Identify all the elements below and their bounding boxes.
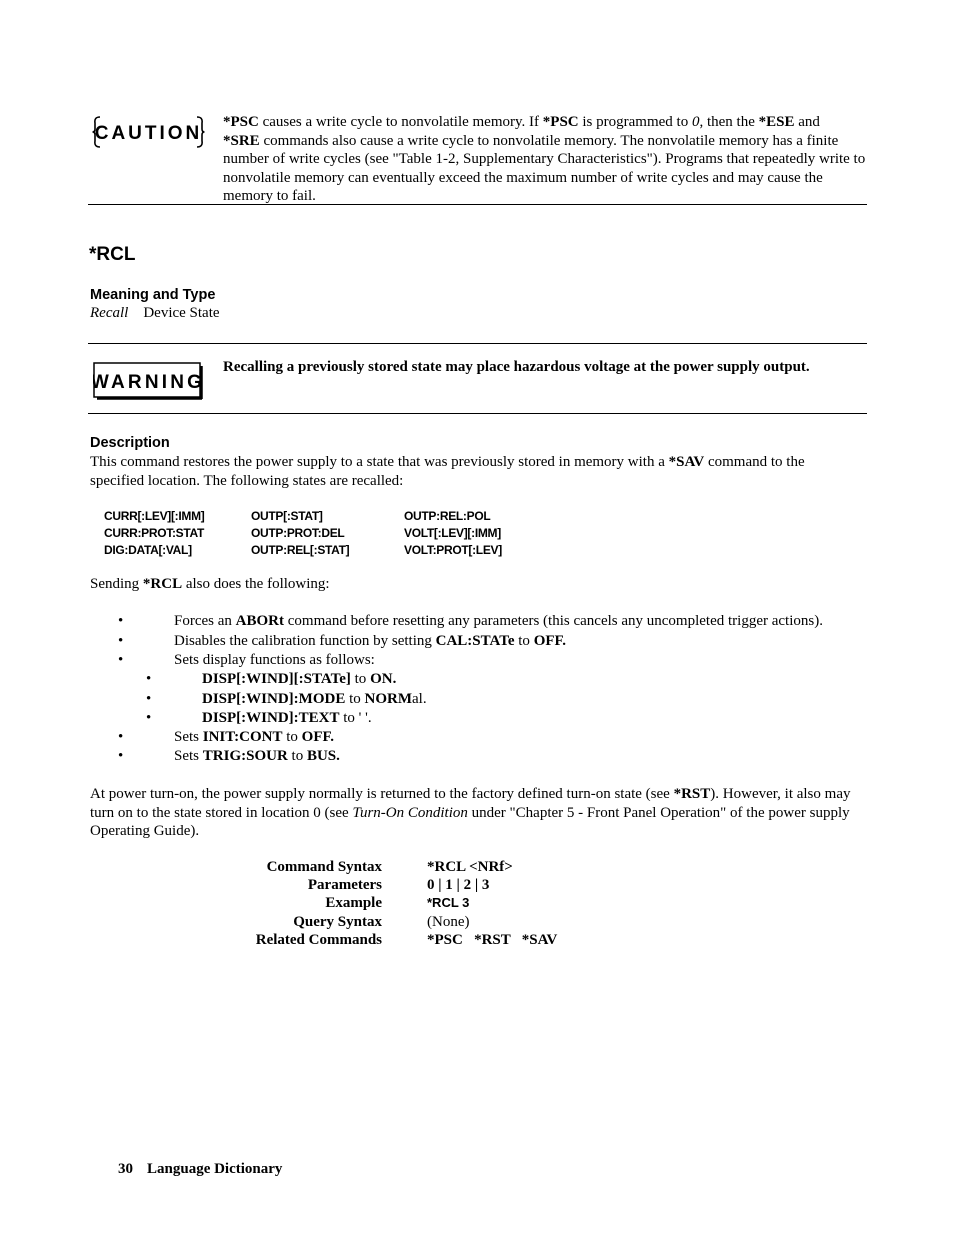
warning-text: Recalling a previously stored state may place hazardous voltage at the power supply output. — [223, 359, 810, 375]
table-cell: DIG:DATA[:VAL] — [104, 543, 192, 557]
list-item-text: DISP[:WIND]:TEXT to ' '. — [202, 710, 372, 726]
syntax-label: Parameters — [307, 877, 382, 893]
footer — [118, 1161, 282, 1178]
list-item — [118, 612, 878, 631]
list-item — [118, 651, 878, 670]
syntax-value: *PSC *RST *SAV — [427, 932, 558, 948]
syntax-row — [181, 894, 601, 912]
table-cell: VOLT[:LEV][:IMM] — [404, 526, 501, 540]
table-cell: OUTP:REL:POL — [404, 509, 491, 523]
footer-title: Language Dictionary — [147, 1161, 283, 1177]
warning-badge-text: WARNING — [93, 372, 204, 393]
caution-divider — [88, 204, 867, 205]
syntax-value: 0 | 1 | 2 | 3 — [427, 877, 490, 893]
table-cell: OUTP:PROT:DEL — [251, 526, 345, 540]
syntax-row — [181, 913, 601, 931]
bullet-icon: • — [146, 671, 152, 687]
bullet-icon: • — [118, 652, 124, 668]
caution-badge-text: CAUTION — [94, 123, 203, 144]
syntax-label: Example — [325, 895, 382, 911]
page-number: 30 — [118, 1161, 133, 1177]
list-item — [118, 632, 878, 651]
bullet-icon: • — [118, 613, 124, 629]
syntax-label: Command Syntax — [266, 859, 382, 875]
table-cell: CURR:PROT:STAT — [104, 526, 205, 540]
syntax-row — [181, 931, 601, 949]
table-cell: VOLT:PROT[:LEV] — [404, 543, 502, 557]
list-item-text: DISP[:WIND][:STATe] to ON. — [202, 671, 397, 687]
warning-bottom-divider — [88, 413, 867, 414]
table-cell: CURR[:LEV][:IMM] — [104, 509, 205, 523]
table-cell: OUTP:REL[:STAT] — [251, 543, 350, 557]
list-item-text: DISP[:WIND]:MODE to NORMal. — [202, 691, 427, 707]
meaning-type: Recall Device State — [90, 305, 220, 321]
bullet-icon: • — [118, 748, 124, 764]
list-item-text: Forces an ABORt command before resetting any parameters (this cancels any uncompleted trigger actions). — [174, 613, 823, 629]
description-title: Description — [90, 435, 170, 451]
table-row — [104, 525, 524, 542]
syntax-value: *RCL 3 — [427, 895, 470, 910]
warning-badge — [93, 362, 204, 400]
sub-list-item — [146, 690, 846, 709]
table-row — [104, 542, 524, 559]
list-item-text: Sets INIT:CONT to OFF. — [174, 729, 335, 745]
bullet-icon: • — [118, 729, 124, 745]
table-row — [104, 508, 524, 525]
description-text: This command restores the power supply to a state that was previously stored in memory with a *SAV command to the specified location. The following states are recalled: — [90, 454, 805, 489]
meaning-title: Meaning and Type — [90, 287, 216, 303]
caution-badge — [92, 115, 205, 149]
warning-top-divider — [88, 343, 867, 344]
page-title: *RCL — [89, 244, 136, 265]
list-item-text: Disables the calibration function by setting CAL:STATe to OFF. — [174, 633, 567, 649]
list-item-text: Sets TRIG:SOUR to BUS. — [174, 748, 340, 764]
syntax-row — [181, 858, 601, 876]
syntax-row — [181, 876, 601, 894]
bullet-icon: • — [146, 691, 152, 707]
bullet-icon: • — [146, 710, 152, 726]
sub-list-item — [146, 709, 846, 728]
syntax-block — [181, 858, 601, 958]
poweron-text: At power turn-on, the power supply normally is returned to the factory defined turn-on state (see *RST). However, it also may turn on to the state stored in location 0 (see Turn-On Condition under "Chapter 5 - Front Panel Operation" of the power supply Operating Guide). — [90, 786, 851, 839]
syntax-label: Query Syntax — [293, 914, 382, 930]
caution-text: *PSC causes a write cycle to nonvolatile memory. If *PSC is programmed to 0, then the *ESE and *SRE commands also cause a write cycle to nonvolatile memory. The nonvolatile memory has a finite number of write cycles (see "Table 1-2, Supplementary Characteristics"). Programs that repeatedly write to nonvolatile memory can eventually exceed the maximum number of write cycles and may cause the memory to fail. — [223, 114, 866, 204]
syntax-value: (None) — [427, 914, 470, 930]
syntax-value: *RCL <NRf> — [427, 859, 513, 875]
sending-text: Sending *RCL also does the following: — [90, 576, 330, 592]
list-item-text: Sets display functions as follows: — [174, 652, 375, 668]
bullet-icon: • — [118, 633, 124, 649]
warning-badge-frame — [93, 362, 204, 400]
caution-badge-frame — [92, 115, 205, 149]
states-table — [104, 508, 524, 559]
list-item — [118, 747, 878, 766]
table-cell: OUTP[:STAT] — [251, 509, 323, 523]
syntax-label: Related Commands — [255, 932, 382, 948]
sub-list-item — [146, 670, 846, 689]
list-item — [118, 728, 878, 747]
